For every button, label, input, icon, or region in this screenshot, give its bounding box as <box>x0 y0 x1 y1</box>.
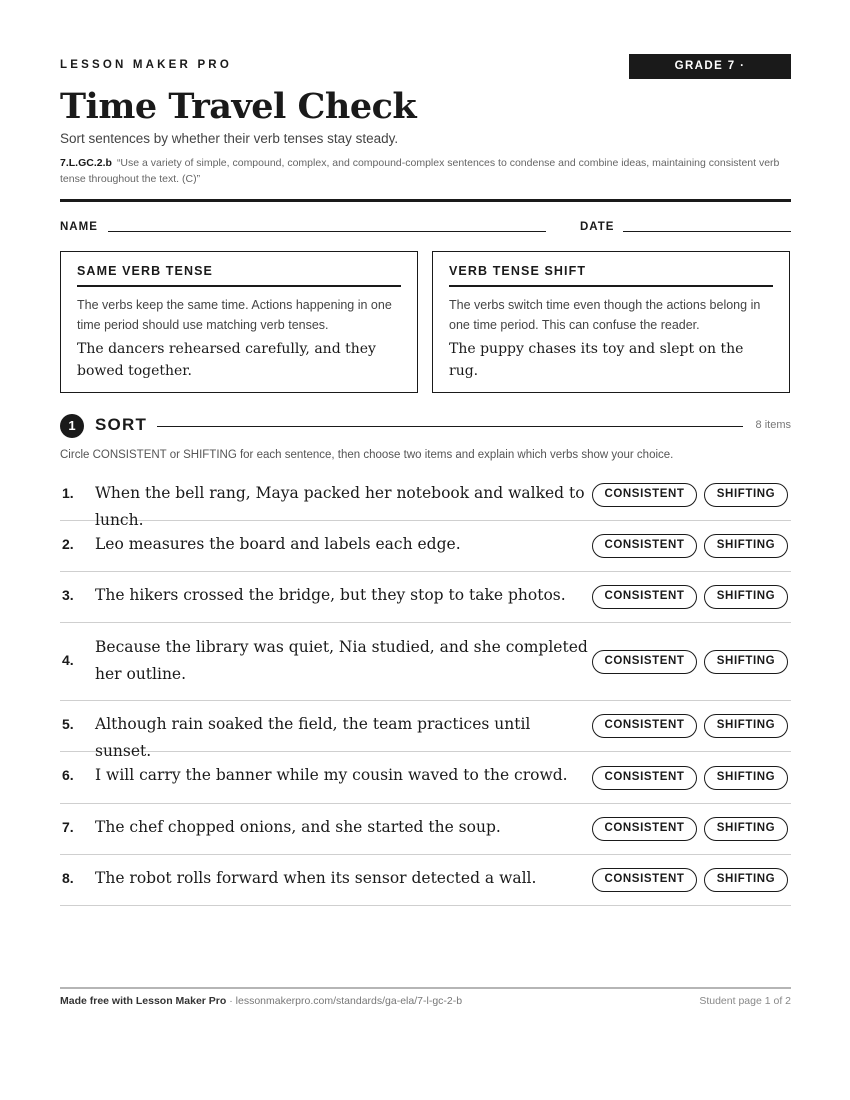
item-sentence: Because the library was quiet, Nia studied, and she completed her outline. <box>95 638 588 683</box>
card-description: The verbs keep the same time. Actions happening in one time period should use matching verb tenses. <box>77 298 392 332</box>
shifting-option[interactable]: SHIFTING <box>704 585 788 609</box>
page-number: Student page 1 of 2 <box>699 995 791 1007</box>
card-title: VERB TENSE SHIFT <box>449 264 773 287</box>
item-sentence: The hikers crossed the bridge, but they stop to take photos. <box>95 586 566 604</box>
standard-description <box>60 155 791 187</box>
footer-divider <box>60 987 791 989</box>
consistent-option[interactable]: CONSISTENT <box>592 650 697 674</box>
header <box>60 0 791 97</box>
card-title: SAME VERB TENSE <box>77 264 401 287</box>
item-number: 7. <box>62 819 74 835</box>
consistent-option[interactable]: CONSISTENT <box>592 766 697 790</box>
item-count: 8 items <box>755 419 791 431</box>
shifting-option[interactable]: SHIFTING <box>704 817 788 841</box>
item-sentence: Leo measures the board and labels each edge. <box>95 535 461 553</box>
list-item <box>60 572 791 623</box>
shifting-option[interactable]: SHIFTING <box>704 534 788 558</box>
standard-text: “Use a variety of simple, compound, complex, and compound-complex sentences to condense and combine ideas, maintaining consistent verb tense throughout the text. (C)” <box>60 157 780 185</box>
page-subtitle: Sort sentences by whether their verb tenses stay steady. <box>60 131 399 146</box>
sort-items-list <box>60 470 791 906</box>
item-number: 6. <box>62 767 74 783</box>
list-item <box>60 701 791 760</box>
shifting-option[interactable]: SHIFTING <box>704 714 788 738</box>
item-number: 1. <box>62 485 74 501</box>
item-sentence: I will carry the banner while my cousin waved to the crowd. <box>95 766 568 784</box>
date-label: DATE <box>580 221 615 233</box>
footer-url[interactable]: · lessonmakerpro.com/standards/ga-ela/7-l-gc-2-b <box>226 995 463 1007</box>
consistent-option[interactable]: CONSISTENT <box>592 585 697 609</box>
card-description: The verbs switch time even though the actions belong in one time period. This can confuse the reader. <box>449 298 761 332</box>
list-item <box>60 804 791 855</box>
card-example: The puppy chases its toy and slept on the rug. <box>449 341 744 379</box>
name-date-row <box>60 219 791 235</box>
item-number: 5. <box>62 716 74 732</box>
shifting-option[interactable]: SHIFTING <box>704 766 788 790</box>
shifting-option[interactable]: SHIFTING <box>704 483 788 507</box>
date-field[interactable] <box>623 231 791 232</box>
consistent-option[interactable]: CONSISTENT <box>592 868 697 892</box>
consistent-option[interactable]: CONSISTENT <box>592 534 697 558</box>
footer-made-with: Made free with Lesson Maker Pro <box>60 995 227 1007</box>
item-sentence: The robot rolls forward when its sensor detected a wall. <box>95 869 537 887</box>
shifting-option[interactable]: SHIFTING <box>704 868 788 892</box>
brand-name: LESSON MAKER PRO <box>60 59 232 71</box>
card-example: The dancers rehearsed carefully, and they bowed together. <box>77 341 376 379</box>
item-sentence: Although rain soaked the field, the team practices until sunset. <box>95 715 531 760</box>
grade-badge: GRADE 7 · 7.L.GC.2.b <box>629 54 791 79</box>
card-same-verb-tense <box>60 251 418 393</box>
item-number: 3. <box>62 587 74 603</box>
item-number: 2. <box>62 536 74 552</box>
item-sentence: When the bell rang, Maya packed her notebook and walked to lunch. <box>95 484 585 529</box>
standard-code: 7.L.GC.2.b <box>60 157 112 169</box>
consistent-option[interactable]: CONSISTENT <box>592 817 697 841</box>
item-sentence: The chef chopped onions, and she started the soup. <box>95 818 501 836</box>
page-title: Time Travel Check <box>60 86 417 127</box>
item-number: 4. <box>62 652 74 668</box>
header-divider <box>60 199 791 202</box>
consistent-option[interactable]: CONSISTENT <box>592 483 697 507</box>
worksheet-page <box>60 0 791 1007</box>
list-item <box>60 752 791 804</box>
section-number: 1 <box>60 414 84 438</box>
card-verb-tense-shift <box>432 251 790 393</box>
section-header <box>60 414 791 438</box>
list-item <box>60 623 791 701</box>
name-field[interactable] <box>108 231 546 232</box>
footer-credit <box>60 995 462 1007</box>
section-instructions: Circle CONSISTENT or SHIFTING for each sentence, then choose two items and explain which verbs show your choice. <box>60 449 674 461</box>
list-item <box>60 470 791 529</box>
list-item <box>60 855 791 906</box>
shifting-option[interactable]: SHIFTING <box>704 650 788 674</box>
list-item <box>60 521 791 572</box>
section-divider <box>157 426 743 427</box>
consistent-option[interactable]: CONSISTENT <box>592 714 697 738</box>
name-label: NAME <box>60 221 98 233</box>
item-number: 8. <box>62 870 74 886</box>
section-title: SORT <box>95 415 148 434</box>
